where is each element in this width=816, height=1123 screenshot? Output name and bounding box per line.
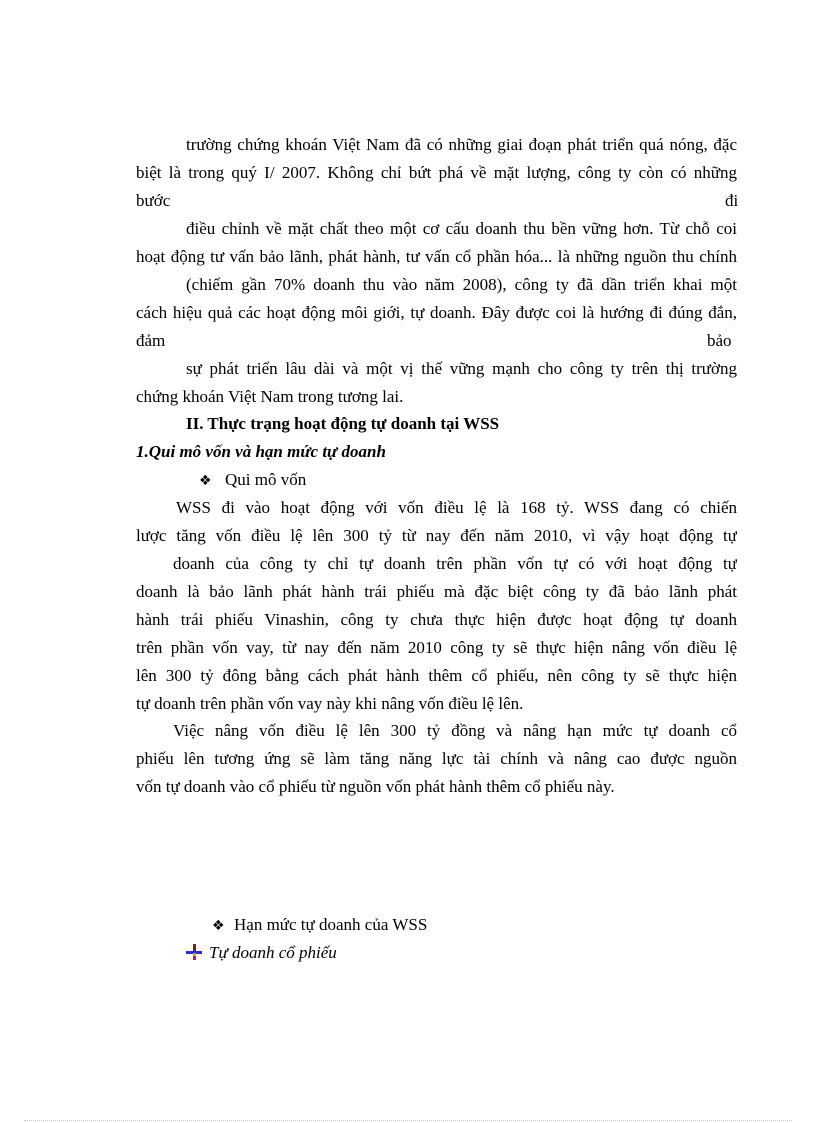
bullet-han-muc-tu-doanh-label: Hạn mức tự doanh của WSS (234, 915, 428, 934)
paragraph2-line-1: WSS đi vào hoạt động với vốn điều lệ là 168 tỷ. WSS đang có chiến (176, 498, 737, 517)
bullet-qui-mo-von-label: Qui mô vốn (225, 470, 307, 489)
section-heading: II. Thực trạng hoạt động tự doanh tại WSS (186, 414, 500, 433)
paragraph1-line-9: sự phát triển lâu dài và một vị thế vững mạnh cho công ty trên thị trường (186, 359, 737, 378)
pushpin-icon (184, 943, 204, 961)
diamond-bullet-icon: ❖ (212, 918, 225, 934)
paragraph3-line-2: phiếu lên tương ứng sẽ làm tăng năng lực tài chính và nâng cao được nguồn (136, 749, 737, 768)
page-bottom-rule (24, 1120, 792, 1121)
paragraph1-line-5: hoạt động tư vấn bảo lãnh, phát hành, tư vấn cổ phần hóa... là những nguồn thu chính (136, 247, 737, 266)
subsection-heading: 1.Qui mô vốn và hạn mức tự doanh (136, 442, 386, 461)
bullet-qui-mo-von (199, 469, 306, 492)
bullet-tu-doanh-co-phieu-label: Tự doanh cổ phiếu (209, 943, 337, 962)
paragraph1-line-1: trường chứng khoán Việt Nam đã có những giai đoạn phát triển quá nóng, đặc (186, 135, 737, 154)
paragraph2-line-8: tự doanh trên phần vốn vay này khi nâng vốn điều lệ lên. (136, 694, 524, 713)
paragraph2-line-3: doanh của công ty chỉ tự doanh trên phần vốn tự có với hoạt động tự (173, 554, 737, 573)
paragraph1-line-3: bước (136, 191, 171, 210)
paragraph1-line-3-end: đi (725, 191, 739, 210)
paragraph1-line-8: đảm (136, 331, 166, 350)
paragraph1-line-7: cách hiệu quả các hoạt động môi giới, tự doanh. Đây được coi là hướng đi đúng đắn, (136, 303, 737, 322)
paragraph2-line-4: doanh là bảo lãnh phát hành trái phiếu mà đặc biệt công ty đã bảo lãnh phát (136, 582, 737, 601)
paragraph2-line-7: lên 300 tỷ đông bằng cách phát hành thêm cổ phiếu, nên công ty sẽ thực hiện (136, 666, 737, 685)
paragraph3-line-1: Việc nâng vốn điều lệ lên 300 tỷ đồng và nâng hạn mức tự doanh cổ (173, 721, 737, 740)
paragraph2-line-6: trên phần vốn vay, từ nay đến năm 2010 công ty sẽ thực hiện nâng vốn điều lệ (136, 638, 737, 657)
diamond-bullet-icon: ❖ (199, 473, 212, 489)
bullet-han-muc-tu-doanh (212, 914, 427, 937)
paragraph1-line-10: chứng khoán Việt Nam trong tương lai. (136, 387, 404, 406)
paragraph1-line-4: điều chỉnh về mặt chất theo một cơ cấu doanh thu bền vững hơn. Từ chỗ coi (186, 219, 737, 238)
paragraph1-line-8-end: bảo (707, 331, 732, 350)
paragraph2-line-5: hành trái phiếu Vinashin, công ty chưa thực hiện được hoạt động tự doanh (136, 610, 737, 629)
paragraph1-line-6: (chiếm gần 70% doanh thu vào năm 2008), công ty đã dần triển khai một (186, 275, 737, 294)
paragraph1-line-2: biệt là trong quý I/ 2007. Không chỉ bứt phá về mặt lượng, công ty còn có những (136, 163, 737, 182)
paragraph3-line-3: vốn tự doanh vào cổ phiếu từ nguồn vốn phát hành thêm cổ phiếu này. (136, 777, 615, 796)
paragraph2-line-2: lược tăng vốn điều lệ lên 300 tỷ từ nay đến năm 2010, vì vậy hoạt động tự (136, 526, 737, 545)
